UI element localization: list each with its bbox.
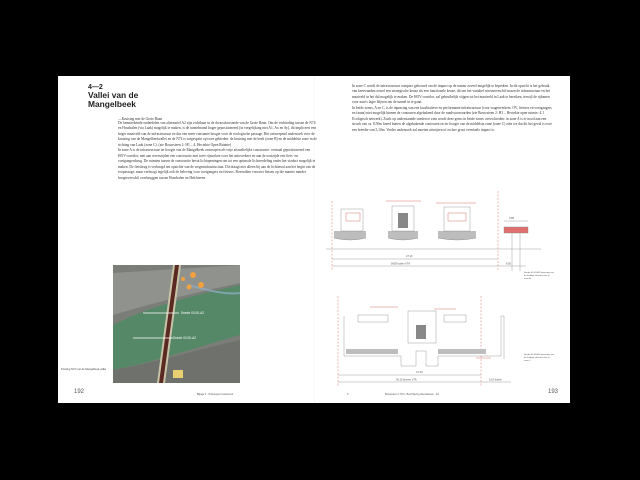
document-spread (58, 76, 570, 403)
cross-section-drawings (326, 191, 548, 388)
dim-top-a: 3.85 (509, 217, 515, 220)
paragraph: In beide zones, A en C, is de inpassing van een kwalitatieve en performante infrastructuur (voor wagenverkeer, OV, fietsers en voetgangers en fauna) niet mogelijk binnen de contouren afgebakend door de randvoorwaarden (zie Bouwsteen 2: H1 – Hectekte open ruimte: 4.1 Ecologisch netwerk). Zoals op onderstaande sneden te zien wordt deze grens in beide zones overschreden: in zone A is er nood aan een strook van ca. 8,50m breed buiten de afgebakende contouren en ter hoogte van de middelste zone (zone C) zien we dat dit het geval is over een breedte van 5,10m. Verder onderzoek zal moeten uitwijzen of en hoe groot eventuele impact is. (352, 105, 552, 132)
footer-left: Bijlage 3 - Ontwerpend onderzoek (197, 393, 234, 396)
right-body-text (352, 84, 552, 133)
dim-excess-c: 5.10 buiten (489, 378, 502, 382)
section-a (326, 191, 541, 271)
left-body-text (118, 121, 318, 181)
dim-contour-c: 36.10 binnen VTA (396, 378, 417, 382)
paragraph: In zone A is de infrastructuur ter hoogte van de Mangelbeek ontworpen als vrije afsmeltelijke constructie: centraal gepositioneerd een HOV-corridor, met aan weerszijden een constructie met twee rijstroken voor het autoverkeer en aan de oostzijde een fiets- en voetgangersbrug. De ruimten tussen de constructie bevat lichtopeningen om tot een optimale lichtverdeling onder het viaduct mogelijk te maken. De fietsbrug is verhoogd ten opzichte van de wegeninfrastructuur. Dit draagt niet alleen bij aan de lichtinval aan het begin van de ecopassage, maar verhoogt tegelijk ook de beleving voor voetgangers en fietsers. Bovendien voorziet fietsen op die manier minder hoogteverschil overbruggen tussen Hourhalen en Helchteren. (118, 148, 316, 180)
dim-contour-a: 5600 buiten VTA (391, 262, 411, 266)
chapter-title: Vallei van de Mangelbeek (88, 90, 139, 109)
section-c (338, 296, 511, 386)
aerial-photo (113, 265, 240, 383)
dim-total-c: 47.20 (416, 371, 423, 374)
section-label-2: Snede 03.00-A2 (173, 336, 197, 340)
photo-caption: Kruising N74 met de Mangelbeek-vallei (61, 368, 107, 371)
dim-total-a: 47.10 (406, 255, 413, 258)
subheading: —Kruising met de Grote Baan (118, 117, 163, 121)
dim-excess-a: 8.50 (506, 262, 512, 266)
drawing-note-c: Snede 03.00-A2 Inpassing van de huidige infrastructuur in zone C (524, 354, 554, 362)
section-label-1: Snede 03.00-A2 (181, 311, 205, 315)
chapter-number: 4—2 (88, 84, 103, 91)
page-number-right: 193 (548, 389, 559, 395)
aerial-map-graphic (113, 265, 240, 383)
footer-index: 3 (347, 393, 349, 396)
paragraph: De kenmerkende onderdelen van alternatief A2 zijn zichtbaar in de dwarsdoorsnede van de Grote Baan. Om de verbinding tussen de N74 en Houthalen (via Laak) mogelijk te maken, is de tunnelmond hoger gepositioneerd (in vergelijking met A1, Ax en Ay), dit impliceert een hoger maaiveld van de infrastructuur en dus een meer constante hoogte voor de ecologische passage. Het ontwerpend onderzoek voor de kruising van de Mangelbeekvallei en de N74 is toegespitst op twee gebieden: de kruising met de beek (zone B) en de middelste zone in de richting van Laak (zone C). (zie Bouwsteen 2: H1 – 4. Hectekte Open Ruimte) (118, 121, 317, 147)
drawing-note-a: Snede 03.00-A2 Inpassing van de huidige infrastructuur in zone A (524, 272, 554, 280)
footer-right: Bouwsteen 2: N74 - Beschrijving alternatieven - A2 (385, 393, 439, 396)
page-number-left: 192 (74, 389, 85, 395)
paragraph: In zone C wordt de infrastructuur compact gebouwd om de impact op de natuur zoveel mogelijk te beperken. In dit opzicht is het gebruik van keerwanden zowel een strategische keuze als een functionele keuze, dit om het variabel niveauverschil tussen de infrastructuur en het maaiveld in het dal mogelijk te maken. De HOV-corridor, zal gebruikelijk stijgen tot het maaiveld in Laak te bereiken, terwijl de rijbanen voor auto's lager blijven om de tunnel in te gaan. (352, 84, 550, 105)
